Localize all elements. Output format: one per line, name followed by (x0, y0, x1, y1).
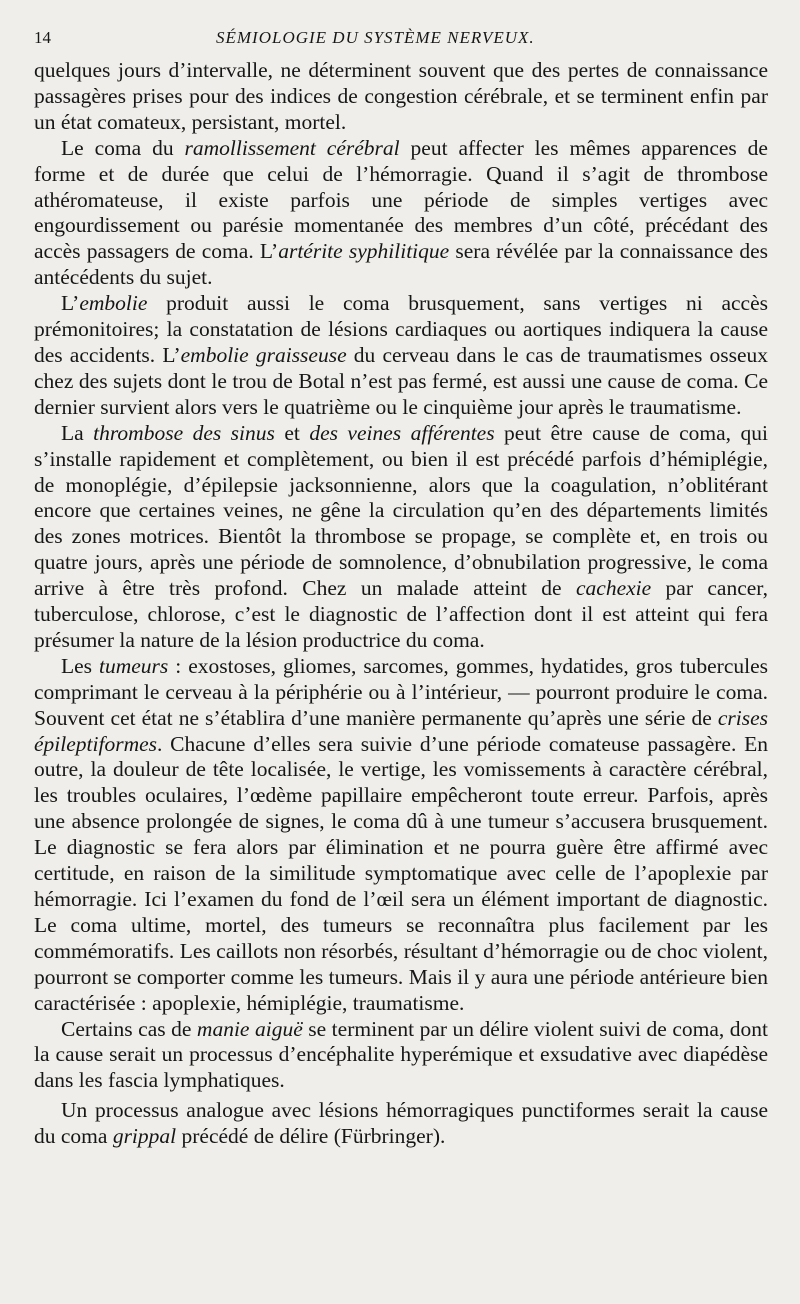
paragraph (34, 1098, 768, 1150)
text-run: L’ (61, 291, 80, 316)
text-run: et (274, 420, 310, 445)
italic-term: embolie graisseuse (180, 342, 347, 367)
text-run: Les (61, 653, 100, 678)
running-title: SÉMIOLOGIE DU SYSTÈME NERVEUX. (216, 28, 535, 47)
text-run: La (61, 420, 94, 445)
paragraph (34, 421, 768, 654)
italic-term: artérite syphilitique (278, 239, 450, 264)
text-run: produit aussi le coma brusquement, sans vertiges ni accès prémonitoires; la constatation de lésions cardiaques ou aortiques indiquera la cause des accidents. L’ (34, 291, 768, 367)
text-run: quelques jours d’intervalle, ne déterminent souvent que des pertes de connaissance passagères prises pour des indices de congestion cérébrale, et se terminent enfin par un état comateux, persistant, mortel. (34, 58, 768, 134)
italic-term: ramollissement cérébral (184, 135, 400, 160)
italic-term: crises épileptiformes (34, 705, 768, 756)
text-run: Un processus analogue avec lésions hémorragiques punctiformes serait la cause du coma (34, 1098, 768, 1149)
paragraph (34, 291, 768, 421)
text-run: Certains cas de (61, 1016, 197, 1041)
text-run: Le coma du (61, 135, 185, 160)
italic-term: des veines afférentes (309, 420, 495, 445)
text-run: peut affecter les mêmes apparences de forme et de durée que celui de l’hémorragie. Quand il s’agit de thrombose athéromateuse, il existe parfois une période de simples vertiges avec engourdissement ou parésie momentanée des membres d’un côté, précédant des accès passagers de coma. L’ (34, 135, 768, 264)
italic-term: manie aiguë (196, 1016, 303, 1041)
italic-term: embolie (79, 291, 148, 316)
text-run: : exostoses, gliomes, sarcomes, gommes, hydatides, gros tubercules comprimant le cerveau à la périphérie ou à l’intérieur, — pourront produire le coma. Souvent cet état ne s’établira d’une manière permanente qu’après une série de (34, 653, 768, 730)
text-run: du cerveau dans le cas de traumatismes osseux chez des sujets dont le trou de Botal n’est pas fermé, est aussi une cause de coma. Ce dernier survient alors vers le quatrième ou le cinquième jour après le traumatisme. (34, 342, 769, 419)
italic-term: tumeurs (99, 653, 169, 678)
body-text (34, 58, 768, 1150)
paragraph (34, 58, 768, 136)
text-run: sera révélée par la connaissance des antécédents du sujet. (34, 239, 769, 290)
text-run: se terminent par un délire violent suivi de coma, dont la cause serait un processus d’encéphalite hyperémique et exsudative avec diapédèse dans les fascia lymphatiques. (34, 1016, 768, 1093)
italic-term: thrombose des sinus (93, 420, 275, 445)
italic-term: grippal (112, 1124, 177, 1149)
page-number: 14 (34, 28, 51, 47)
text-run: peut être cause de coma, qui s’installe rapidement et complètement, ou bien il est précédé parfois d’hémiplégie, de monoplégie, d’épilepsie jacksonnienne, alors que la coagulation, n’oblitérant encore que certaines veines, ne gêne la circulation qu’en des départements limités des zones motrices. Bientôt la thrombose se propage, se complète et, en trois ou quatre jours, après une période de somnolence, d’obnubilation progressive, le coma arrive à être très profond. Chez un malade atteint de (34, 420, 768, 601)
text-run: . Chacune d’elles sera suivie d’une période comateuse passagère. En outre, la douleur de tête localisée, le vertige, les vomissements à caractère cérébral, les troubles oculaires, l’œdème papillaire empêcheront toute erreur. Parfois, après une absence prolongée de signes, le coma dû à une tumeur s’accusera brusquement. Le diagnostic se fera alors par élimination et ne pourra guère être affirmé avec certitude, en raison de la similitude symptomatique avec celle de l’apoplexie par hémorragie. Ici l’examen du fond de l’œil sera un élément important de diagnostic. Le coma ultime, mortel, des tumeurs se reconnaîtra plus facilement par les commémoratifs. Les caillots non résorbés, résultant d’hémorragie ou de choc violent, pourront se comporter comme les tumeurs. Mais il y aura une période antérieure bien caractérisée : apoplexie, hémiplégie, traumatisme. (34, 731, 768, 1015)
book-page (34, 24, 768, 1284)
page-header (34, 24, 768, 58)
paragraph (34, 1017, 768, 1095)
paragraph (34, 136, 768, 291)
text-run: par cancer, tuberculose, chlorose, c’est le diagnostic de l’affection dont il est atteint qui fera présumer la nature de la lésion productrice du coma. (34, 576, 768, 652)
text-run: précédé de délire (Fürbringer). (176, 1124, 446, 1149)
italic-term: cachexie (575, 576, 652, 601)
paragraph (34, 654, 768, 1017)
